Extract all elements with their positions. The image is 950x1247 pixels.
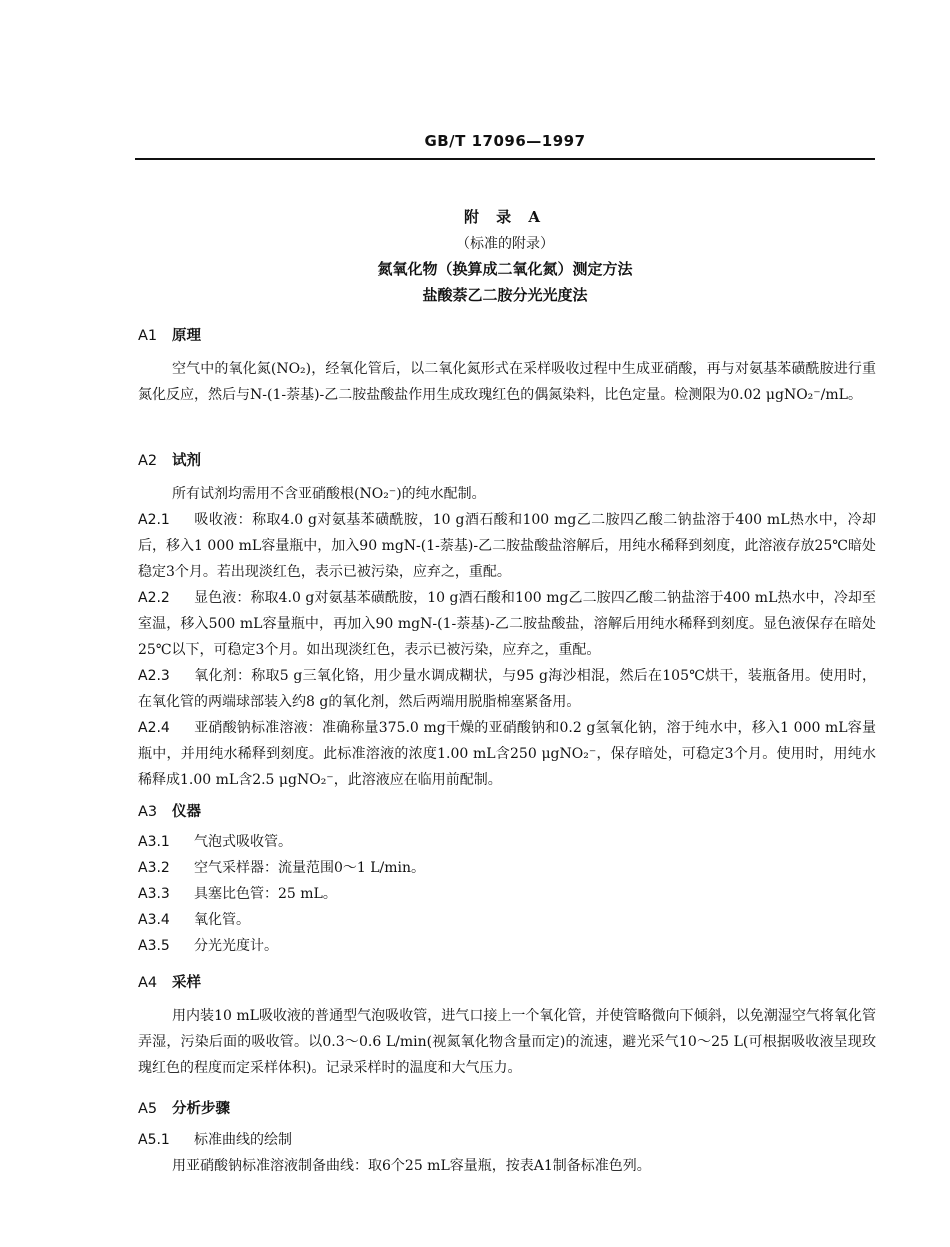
list-item [138, 855, 876, 881]
section-title: 采样 [172, 975, 201, 991]
section-number: A5 [138, 1101, 158, 1117]
standard-code-header: GB/T 17096—1997 [424, 132, 586, 150]
section-a4-paragraph: 用内装10 mL吸收液的普通型气泡吸收管，进气口接上一个氧化管，并使管略微向下倾斜，以免潮湿空气将氧化管弄湿，污染后面的吸收管。以0.3～0.6 L/min(视氮氧化物含量而定)的流速，避光采气10～25 L(可根据吸收液呈现玫瑰红色的程度而定采样体积)。记录采样时的温度和大气压力。 [138, 1008, 876, 1076]
list-item [138, 663, 876, 715]
item-text: 氧化剂：称取5 g三氧化铬，用少量水调成糊状，与95 g海沙相混，然后在105℃烘干，装瓶备用。使用时，在氧化管的两端球部装入约8 g的氧化剂，然后两端用脱脂棉塞紧备用。 [138, 668, 876, 710]
appendix-nature: （标准的附录） [456, 236, 554, 252]
list-item [138, 881, 876, 907]
list-item [138, 715, 876, 793]
section-a1-paragraph: 空气中的氧化氮(NO₂)，经氧化管后，以二氧化氮形式在采样吸收过程中生成亚硝酸，再与对氨基苯磺酰胺进行重氮化反应，然后与N-(1-萘基)-乙二胺盐酸盐作用生成玫瑰红色的偶氮染料，比色定量。检测限为0.02 μgNO₂⁻/mL。 [138, 361, 876, 403]
item-number: A2.4 [138, 720, 170, 736]
list-item [138, 907, 876, 933]
header-rule [135, 158, 875, 160]
list-item [138, 585, 876, 663]
item-text: 气泡式吸收管。 [194, 834, 292, 850]
section-title: 试剂 [172, 453, 201, 469]
item-number: A3.5 [138, 938, 170, 954]
item-text: 吸收液：称取4.0 g对氨基苯磺酰胺，10 g酒石酸和100 mg乙二胺四乙酸二钠盐溶于400 mL热水中，冷却后，移入1 000 mL容量瓶中，加入90 mgN-(1-萘基)-乙二胺盐酸盐溶解后，用纯水稀释到刻度，此溶液存放25℃暗处稳定3个月。若出现淡红色，表示已被污染，应弃之，重配。 [138, 512, 876, 580]
section-a4-heading [138, 971, 201, 992]
item-number: A3.3 [138, 886, 170, 902]
appendix-title: 氮氧化物（换算成二氧化氮）测定方法 [377, 260, 633, 278]
list-item [138, 933, 876, 959]
item-text: 具塞比色管：25 mL。 [194, 886, 337, 902]
list-item [138, 829, 876, 855]
list-item [138, 507, 876, 585]
subsection-a5-1 [138, 1127, 876, 1153]
section-a5-heading [138, 1097, 230, 1118]
section-a2-heading [138, 449, 201, 470]
appendix-subtitle: 盐酸萘乙二胺分光光度法 [422, 286, 588, 304]
item-text: 标准曲线的绘制 [194, 1132, 292, 1148]
appendix-label: 附 录 A [463, 208, 547, 226]
item-number: A3.2 [138, 860, 170, 876]
section-number: A3 [138, 804, 158, 820]
item-number: A2.1 [138, 512, 170, 528]
section-title: 原理 [172, 328, 201, 344]
section-title: 仪器 [172, 804, 201, 820]
item-text: 空气采样器：流量范围0～1 L/min。 [194, 860, 426, 876]
section-a5-paragraph: 用亚硝酸钠标准溶液制备曲线：取6个25 mL容量瓶，按表A1制备标准色列。 [172, 1158, 651, 1174]
section-a2-intro: 所有试剂均需用不含亚硝酸根(NO₂⁻)的纯水配制。 [172, 486, 486, 502]
item-number: A3.4 [138, 912, 170, 928]
item-text: 显色液：称取4.0 g对氨基苯磺酰胺，10 g酒石酸和100 mg乙二胺四乙酸二钠盐溶于400 mL热水中，冷却至室温，移入500 mL容量瓶中，再加入90 mgN-(1-萘基)-乙二胺盐酸盐，溶解后用纯水稀释到刻度。显色液保存在暗处25℃以下，可稳定3个月。如出现淡红色，表示已被污染，应弃之，重配。 [138, 590, 876, 658]
item-text: 氧化管。 [194, 912, 250, 928]
section-number: A4 [138, 975, 158, 991]
section-number: A1 [138, 328, 158, 344]
item-text: 亚硝酸钠标准溶液：准确称量375.0 mg干燥的亚硝酸钠和0.2 g氢氧化钠，溶于纯水中，移入1 000 mL容量瓶中，并用纯水稀释到刻度。此标准溶液的浓度1.00 mL含250 μgNO₂⁻，保存暗处，可稳定3个月。使用时，用纯水稀释成1.00 mL含2.5 μgNO₂⁻，此溶液应在临用前配制。 [138, 720, 876, 788]
section-a1-heading [138, 324, 201, 345]
item-number: A3.1 [138, 834, 170, 850]
item-number: A2.3 [138, 668, 170, 684]
section-a3-heading [138, 800, 201, 821]
item-number: A2.2 [138, 590, 170, 606]
item-number: A5.1 [138, 1132, 170, 1148]
section-number: A2 [138, 453, 158, 469]
section-title: 分析步骤 [172, 1101, 230, 1117]
item-text: 分光光度计。 [194, 938, 278, 954]
